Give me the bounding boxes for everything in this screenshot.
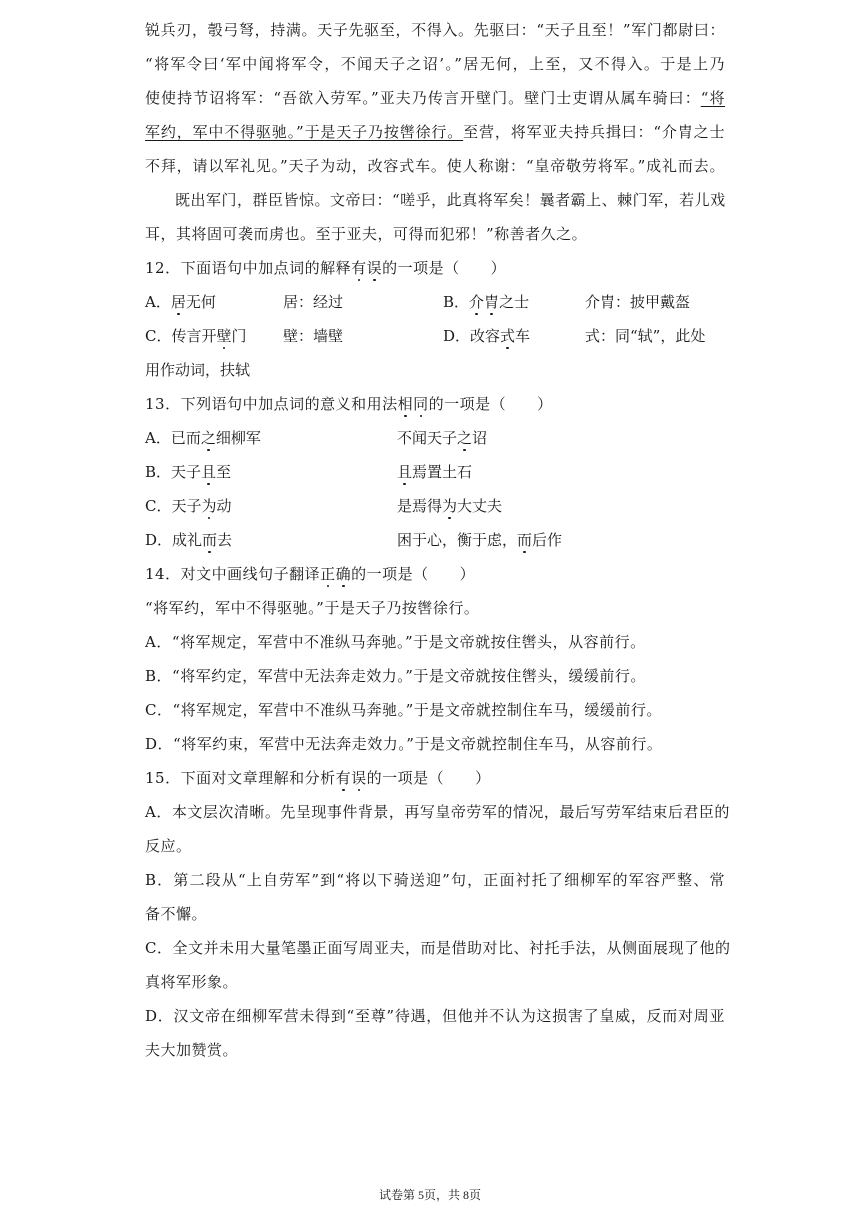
stem-text: 13．下列语句中加点词的意义和用法 [145, 395, 398, 413]
stem-text: 14．对文中画线句子翻译 [145, 565, 321, 583]
dotted-char: 相 [397, 395, 414, 413]
q14-option-a: A．“将军规定，军营中不准纵马奔驰。”于是文帝就按住辔头，从容前行。 [145, 633, 646, 651]
question-14-stem [145, 564, 725, 584]
dotted-char: 误 [351, 769, 367, 787]
stem-text: 的一项是（ ） [351, 565, 476, 583]
underlined-sentence-start: “将 [700, 89, 726, 107]
q13-option-c-left [145, 496, 232, 516]
q15-option-c-line-1: C．全文并未用大量笔墨正面写周亚夫，而是借助对比、衬托手法，从侧面展现了他的 [145, 939, 731, 957]
option-label: B． [443, 293, 470, 311]
passage-line-2: “将军令曰‘军中闻将军令，不闻天子之诏’。”居无何，上至，又不得入。于是上乃 [145, 55, 725, 73]
passage-line-7: 耳，其将固可袭而虏也。至于亚夫，可得而犯邪！”称善者久之。 [145, 225, 588, 243]
q12-option-b [443, 292, 529, 312]
emphasis-word [351, 259, 382, 277]
dotted-text [320, 565, 351, 583]
q15-option-d-line-2: 夫大加赞赏。 [145, 1041, 239, 1059]
option-text: 大丈夫 [457, 497, 503, 515]
stem-text: 的一项是（ ） [382, 259, 507, 277]
dotted-text [336, 769, 367, 787]
q13-option-d-left [145, 530, 232, 550]
option-text: C．传言开 [145, 327, 217, 345]
option-text: 车 [515, 327, 531, 345]
q14-quoted-sentence: “将军约，军中不得驱驰。”于是天子乃按辔徐行。 [145, 599, 480, 617]
question-13-stem [145, 394, 725, 414]
option-text: 无何 [185, 293, 216, 311]
passage-line-1: 锐兵刃，彀弓弩，持满。天子先驱至，不得入。先驱曰：“天子且至！”军门都尉曰： [145, 21, 725, 39]
dotted-char: 有 [351, 259, 367, 277]
q13-option-d-right [397, 530, 562, 550]
dotted-char: 胄 [484, 293, 500, 311]
option-text: 动 [216, 497, 232, 515]
dotted-word: 且 [201, 463, 217, 481]
q15-option-a-line-2: 反应。 [145, 837, 192, 855]
dotted-char: 误 [366, 259, 383, 277]
passage-line-3-text: 使使持节诏将军：“吾欲入劳军。”亚夫乃传言开壁门。壁门士吏谓从属车骑曰： [145, 89, 701, 107]
passage-line-5: 不拜，请以军礼见。”天子为动，改容式车。使人称谢：“皇帝敬劳将军。”成礼而去。 [145, 157, 725, 175]
q14-option-c: C．“将军规定，军营中不准纵马奔驰。”于是文帝就控制住车马，缓缓前行。 [145, 701, 662, 719]
option-text: 去 [217, 531, 233, 549]
q12-option-c-gloss: 壁：墙壁 [283, 327, 344, 345]
dotted-char: 介 [469, 293, 485, 311]
dotted-char: 同 [413, 395, 429, 413]
page-footer: 试卷第 5页，共 8页 [378, 1188, 481, 1202]
dotted-char: 正 [320, 565, 336, 583]
option-text: 是焉得 [397, 497, 443, 515]
q14-option-d: D．“将军约束，军营中无法奔走效力。”于是文帝就控制住车马，从容前行。 [145, 735, 663, 753]
option-text: 之士 [499, 293, 530, 311]
option-text: C．天子 [145, 497, 202, 515]
q12-option-d-gloss-cont: 用作动词，扶轼 [145, 361, 251, 379]
q13-option-a-left [145, 428, 261, 448]
q15-option-b-line-2: 备不懈。 [145, 905, 208, 923]
q13-option-b-right [397, 462, 472, 482]
q15-option-c-line-2: 真将军形象。 [145, 973, 239, 991]
dotted-word: 式 [500, 327, 516, 345]
option-text: 焉置土石 [412, 463, 473, 481]
option-text: 后作 [532, 531, 563, 549]
underlined-sentence-end: 军约，军中不得驱驰。”于是天子乃按辔徐行。 [145, 123, 464, 141]
q13-option-c-right [397, 496, 502, 516]
option-text: 不闻天子 [397, 429, 458, 447]
option-text: 门 [231, 327, 247, 345]
dotted-text [351, 259, 382, 277]
q13-option-a-right [397, 428, 487, 448]
dotted-word: 而 [517, 531, 533, 549]
q15-option-a-line-1: A．本文层次清晰。先呈现事件背景，再写皇帝劳军的情况，最后写劳军结束后君臣的 [145, 803, 730, 821]
q15-option-b-line-1: B．第二段从“上自劳军”到“将以下骑送迎”句，正面衬托了细柳军的军容严整、常 [145, 871, 725, 889]
dotted-text [398, 395, 429, 413]
passage-line-6: 既出军门，群臣皆惊。文帝曰：“嗟乎，此真将军矣！曩者霸上、棘门军，若儿戏 [175, 191, 726, 209]
passage-line-4-text: 至营，将军亚夫持兵揖曰：“介胄之士 [463, 123, 726, 141]
question-15-stem [145, 768, 725, 788]
option-text: D．成礼 [145, 531, 203, 549]
passage-line-3 [145, 88, 725, 108]
stem-text: 的一项是（ ） [428, 395, 553, 413]
dotted-word: 居 [170, 293, 186, 311]
q12-option-c [145, 326, 247, 346]
option-text: 至 [216, 463, 232, 481]
dotted-char: 确 [335, 565, 352, 583]
dotted-word [469, 293, 499, 311]
stem-text: 15．下面对文章理解和分析 [145, 769, 336, 787]
option-text: 诏 [472, 429, 488, 447]
dotted-word: 为 [442, 497, 458, 515]
option-text: 细柳军 [215, 429, 261, 447]
stem-text: 的一项是（ ） [366, 769, 491, 787]
dotted-word: 为 [201, 497, 217, 515]
dotted-char: 有 [335, 769, 352, 787]
q12-option-d [443, 326, 530, 346]
q14-option-b: B．“将军约定，军营中无法奔走效力。”于是文帝就按住辔头，缓缓前行。 [145, 667, 646, 685]
dotted-word: 之 [457, 429, 473, 447]
q15-option-d-line-1: D．汉文帝在细柳军营未得到“至尊”待遇，但他并不认为这损害了皇威，反而对周亚 [145, 1007, 725, 1025]
dotted-word: 之 [200, 429, 216, 447]
q12-option-a [145, 292, 216, 312]
passage-line-4 [145, 122, 725, 142]
option-text: A．已而 [145, 429, 201, 447]
q12-option-a-gloss: 居：经过 [283, 293, 344, 311]
option-text: D．改容 [443, 327, 501, 345]
q13-option-b-left [145, 462, 231, 482]
q12-option-b-gloss: 介胄：披甲戴盔 [585, 293, 691, 311]
option-text: 困于心，衡于虑， [397, 531, 518, 549]
dotted-word: 而 [202, 531, 218, 549]
question-12-stem [145, 258, 725, 278]
stem-text: 12．下面语句中加点词的解释 [145, 259, 352, 277]
q12-option-d-gloss: 式：同“轼”，此处 [585, 327, 706, 345]
option-label: A． [145, 293, 171, 311]
option-text: B．天子 [145, 463, 202, 481]
dotted-word: 壁 [216, 327, 232, 345]
dotted-word: 且 [397, 463, 413, 481]
